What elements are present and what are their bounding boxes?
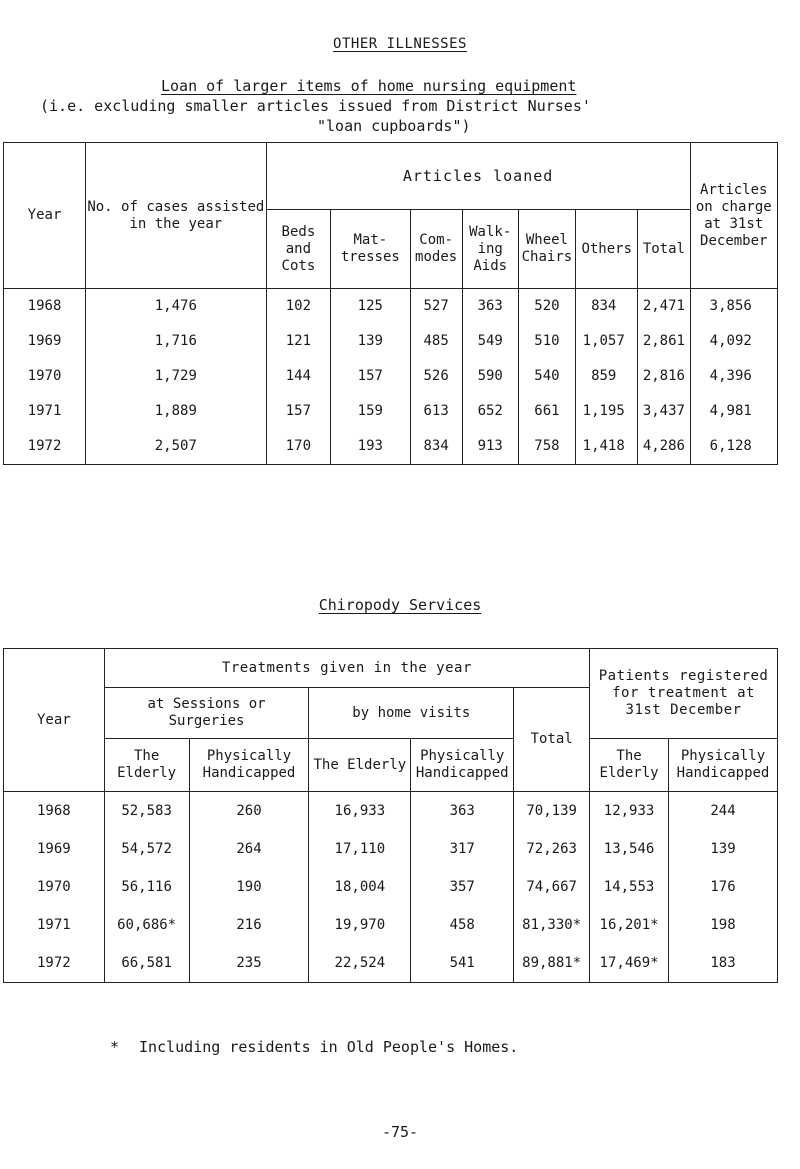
- header-mattresses: Mat- tresses: [331, 210, 410, 289]
- cell-visits-handicapped: 357: [411, 868, 514, 906]
- cell-patients-elderly: 17,469*: [590, 944, 669, 983]
- cell-mattresses: 125: [331, 289, 410, 325]
- header-total: Total: [514, 688, 590, 792]
- cell-wheel: 758: [518, 429, 576, 465]
- cell-sessions-handicapped: 264: [189, 830, 309, 868]
- cell-visits-elderly: 16,933: [309, 792, 411, 831]
- cell-on-charge: 4,396: [690, 359, 777, 394]
- cell-patients-handicapped: 198: [669, 906, 778, 944]
- cell-beds: 170: [266, 429, 331, 465]
- table-row: [4, 289, 778, 325]
- cell-beds: 121: [266, 324, 331, 359]
- cell-total: 4,286: [638, 429, 690, 465]
- cell-visits-elderly: 18,004: [309, 868, 411, 906]
- cell-wheel: 540: [518, 359, 576, 394]
- cell-visits-handicapped: 363: [411, 792, 514, 831]
- cell-cases: 1,716: [86, 324, 267, 359]
- equipment-loan-table: [3, 142, 778, 465]
- cell-visits-handicapped: 458: [411, 906, 514, 944]
- cell-year: 1968: [4, 792, 105, 831]
- header-home-visits: by home visits: [309, 688, 514, 739]
- cell-total: 2,816: [638, 359, 690, 394]
- cell-patients-elderly: 12,933: [590, 792, 669, 831]
- header-treatments: Treatments given in the year: [104, 649, 589, 688]
- cell-total: 89,881*: [514, 944, 590, 983]
- cell-mattresses: 193: [331, 429, 410, 465]
- cell-year: 1970: [4, 868, 105, 906]
- cell-commodes: 485: [410, 324, 462, 359]
- cell-sessions-handicapped: 216: [189, 906, 309, 944]
- header-patients-elderly: The Elderly: [590, 739, 669, 792]
- cell-total: 2,471: [638, 289, 690, 325]
- page-number: -75-: [381, 1123, 419, 1141]
- cell-sessions-handicapped: 190: [189, 868, 309, 906]
- cell-cases: 1,476: [86, 289, 267, 325]
- chiropody-table: [3, 648, 778, 983]
- cell-others: 1,418: [576, 429, 638, 465]
- cell-beds: 157: [266, 394, 331, 429]
- table-row: [4, 792, 778, 831]
- cell-cases: 2,507: [86, 429, 267, 465]
- header-sessions: at Sessions or Surgeries: [104, 688, 309, 739]
- cell-sessions-elderly: 66,581: [104, 944, 189, 983]
- cell-others: 834: [576, 289, 638, 325]
- table-row: [4, 324, 778, 359]
- cell-others: 1,057: [576, 324, 638, 359]
- subtitle-line1: Loan of larger items of home nursing equipment: [161, 77, 577, 95]
- cell-visits-elderly: 22,524: [309, 944, 411, 983]
- header-year: Year: [4, 649, 105, 792]
- cell-sessions-handicapped: 260: [189, 792, 309, 831]
- cell-on-charge: 4,981: [690, 394, 777, 429]
- cell-walking: 590: [462, 359, 518, 394]
- cell-commodes: 613: [410, 394, 462, 429]
- cell-total: 81,330*: [514, 906, 590, 944]
- header-visits-handicapped: Physically Handicapped: [411, 739, 514, 792]
- header-patients-registered: Patients registered for treatment at 31st December: [590, 649, 778, 739]
- header-cases: No. of cases assisted in the year: [86, 143, 267, 289]
- cell-total: 3,437: [638, 394, 690, 429]
- cell-visits-elderly: 17,110: [309, 830, 411, 868]
- cell-sessions-handicapped: 235: [189, 944, 309, 983]
- cell-visits-handicapped: 317: [411, 830, 514, 868]
- cell-year: 1972: [4, 944, 105, 983]
- cell-walking: 652: [462, 394, 518, 429]
- cell-walking: 913: [462, 429, 518, 465]
- cell-year: 1968: [4, 289, 86, 325]
- cell-patients-elderly: 16,201*: [590, 906, 669, 944]
- cell-total: 74,667: [514, 868, 590, 906]
- subtitle-line3: "loan cupboards"): [317, 117, 471, 135]
- cell-cases: 1,729: [86, 359, 267, 394]
- cell-year: 1969: [4, 324, 86, 359]
- cell-patients-elderly: 13,546: [590, 830, 669, 868]
- cell-others: 1,195: [576, 394, 638, 429]
- cell-cases: 1,889: [86, 394, 267, 429]
- cell-wheel: 510: [518, 324, 576, 359]
- cell-beds: 102: [266, 289, 331, 325]
- cell-year: 1969: [4, 830, 105, 868]
- cell-mattresses: 139: [331, 324, 410, 359]
- table-row: [4, 906, 778, 944]
- cell-sessions-elderly: 56,116: [104, 868, 189, 906]
- table-row: [4, 868, 778, 906]
- table-row: [4, 394, 778, 429]
- footnote-text: Including residents in Old People's Homes.: [139, 1038, 519, 1056]
- cell-others: 859: [576, 359, 638, 394]
- cell-visits-handicapped: 541: [411, 944, 514, 983]
- cell-total: 2,861: [638, 324, 690, 359]
- header-year: Year: [4, 143, 86, 289]
- header-sessions-elderly: The Elderly: [104, 739, 189, 792]
- cell-year: 1971: [4, 394, 86, 429]
- cell-sessions-elderly: 60,686*: [104, 906, 189, 944]
- cell-patients-elderly: 14,553: [590, 868, 669, 906]
- cell-on-charge: 3,856: [690, 289, 777, 325]
- header-sessions-handicapped: Physically Handicapped: [189, 739, 309, 792]
- subtitle-line2: (i.e. excluding smaller articles issued from District Nurses': [40, 97, 591, 115]
- section-title-chiropody: Chiropody Services: [318, 596, 482, 614]
- cell-commodes: 527: [410, 289, 462, 325]
- cell-wheel: 661: [518, 394, 576, 429]
- header-total: Total: [638, 210, 690, 289]
- cell-mattresses: 157: [331, 359, 410, 394]
- cell-wheel: 520: [518, 289, 576, 325]
- header-visits-elderly: The Elderly: [309, 739, 411, 792]
- header-others: Others: [576, 210, 638, 289]
- table-row: [4, 359, 778, 394]
- header-walking-aids: Walk- ing Aids: [462, 210, 518, 289]
- header-beds: Beds and Cots: [266, 210, 331, 289]
- cell-beds: 144: [266, 359, 331, 394]
- cell-year: 1970: [4, 359, 86, 394]
- cell-year: 1971: [4, 906, 105, 944]
- header-patients-handicapped: Physically Handicapped: [669, 739, 778, 792]
- header-on-charge: Articles on charge at 31st December: [690, 143, 777, 289]
- table-row: [4, 830, 778, 868]
- cell-commodes: 834: [410, 429, 462, 465]
- cell-total: 70,139: [514, 792, 590, 831]
- cell-patients-handicapped: 244: [669, 792, 778, 831]
- page-header: OTHER ILLNESSES: [333, 36, 467, 52]
- cell-walking: 549: [462, 324, 518, 359]
- cell-total: 72,263: [514, 830, 590, 868]
- cell-walking: 363: [462, 289, 518, 325]
- header-commodes: Com- modes: [410, 210, 462, 289]
- cell-year: 1972: [4, 429, 86, 465]
- table-row: [4, 429, 778, 465]
- cell-patients-handicapped: 183: [669, 944, 778, 983]
- cell-on-charge: 6,128: [690, 429, 777, 465]
- cell-sessions-elderly: 54,572: [104, 830, 189, 868]
- cell-mattresses: 159: [331, 394, 410, 429]
- cell-commodes: 526: [410, 359, 462, 394]
- cell-sessions-elderly: 52,583: [104, 792, 189, 831]
- cell-patients-handicapped: 139: [669, 830, 778, 868]
- cell-patients-handicapped: 176: [669, 868, 778, 906]
- footnote-marker: *: [110, 1038, 120, 1056]
- table1-subtitle: [40, 76, 800, 136]
- cell-visits-elderly: 19,970: [309, 906, 411, 944]
- cell-on-charge: 4,092: [690, 324, 777, 359]
- footnote: [110, 1038, 518, 1056]
- table-row: [4, 944, 778, 983]
- header-wheelchairs: Wheel Chairs: [518, 210, 576, 289]
- header-articles-loaned: Articles loaned: [266, 143, 690, 210]
